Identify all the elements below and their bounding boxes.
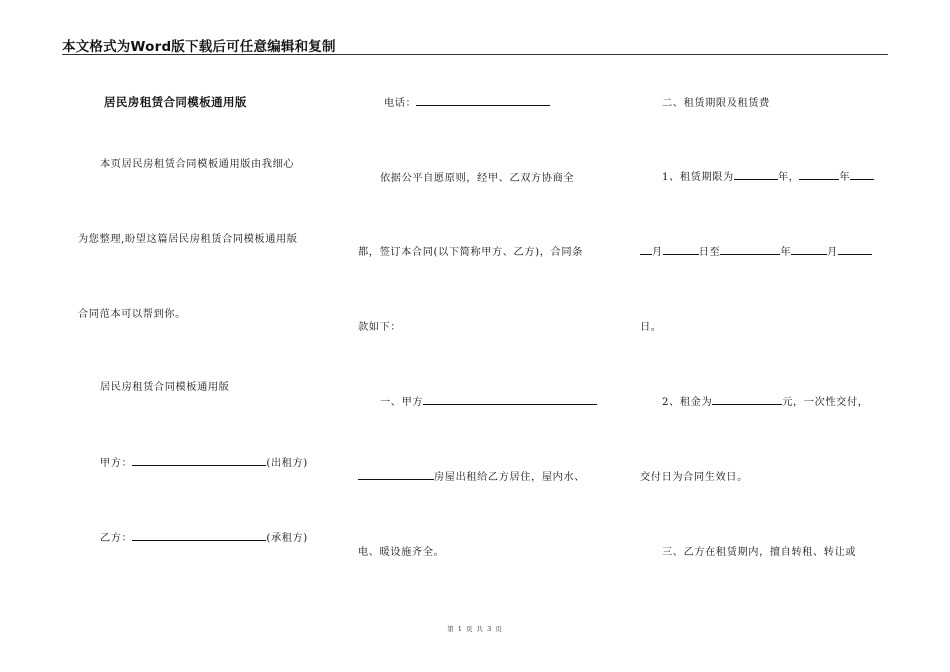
- term-year1-blank: [734, 170, 778, 180]
- party-b-blank: [132, 531, 266, 541]
- property-blank: [358, 470, 434, 480]
- term-year3-blank: [720, 245, 780, 255]
- clause-1-line: [380, 393, 597, 408]
- party-a-blank: [132, 456, 266, 466]
- clause-1-blank: [423, 395, 597, 405]
- party-b-line: [100, 529, 308, 544]
- term-line-1: [662, 168, 874, 183]
- term-year2-blank: [799, 170, 839, 180]
- column-1: [78, 0, 328, 672]
- rent-end: 元，一次性交付，: [782, 397, 869, 408]
- rent-start: 2、租金为: [662, 397, 713, 408]
- term-day1: 日至: [698, 247, 721, 258]
- term-month2: 月: [827, 247, 838, 258]
- page-number: 第 1 页 共 3 页: [447, 625, 503, 633]
- rent-pay-line: 交付日为合同生效日。: [640, 472, 748, 483]
- term-line-2: [640, 243, 872, 258]
- rent-line: [662, 393, 869, 408]
- paragraph-line-3: 款如下：: [358, 322, 402, 333]
- term-end: 日。: [640, 322, 662, 333]
- clause-1-label: 一、甲方: [380, 397, 424, 408]
- document-title: 居民房租赁合同模板通用版: [104, 95, 247, 109]
- intro-line-1: 本页居民房租赁合同模板通用版由我细心: [100, 159, 295, 170]
- term-tail-blank: [850, 170, 874, 180]
- term-day1-blank: [663, 245, 699, 255]
- party-a-label: 甲方：: [100, 458, 133, 469]
- paragraph-line-2: 都，签订本合同(以下简称甲方、乙方)，合同条: [358, 247, 583, 258]
- column-2: [358, 0, 608, 672]
- term-year3: 年: [780, 247, 792, 258]
- intro-line-2: 为您整理,盼望这篇居民房租赁合同模板通用版: [78, 234, 298, 245]
- clause-1-text: 房屋出租给乙方居住，屋内水、: [434, 472, 586, 483]
- section-3-line: 三、乙方在租赁期内，擅自转租、转让或: [662, 547, 857, 558]
- term-year2: 年: [839, 172, 851, 183]
- term-start: 1、租赁期限为: [662, 172, 734, 183]
- party-b-label: 乙方：: [100, 533, 133, 544]
- term-year1: 年，: [777, 172, 800, 183]
- clause-1-end: 电、暖设施齐全。: [358, 547, 445, 558]
- intro-line-3: 合同范本可以帮到你。: [78, 309, 186, 320]
- party-a-line: [100, 454, 308, 469]
- term-month1: 月: [652, 247, 663, 258]
- header-title: 本文格式为Word版下载后可任意编辑和复制: [62, 39, 336, 55]
- term-month2-blank: [791, 245, 827, 255]
- party-b-role: (承租方): [266, 533, 308, 544]
- phone-blank: [416, 96, 550, 106]
- term-month-lead-blank: [640, 245, 652, 255]
- subtitle: 居民房租赁合同模板通用版: [100, 382, 230, 393]
- phone-label: 电话：: [384, 98, 417, 109]
- term-day2-blank: [838, 245, 872, 255]
- column-3: [640, 0, 890, 672]
- rent-amount-blank: [712, 395, 782, 405]
- paragraph-line-1: 依据公平自愿原则，经甲、乙双方协商全: [380, 173, 575, 184]
- section-2-heading: 二、租赁期限及租赁费: [662, 98, 770, 109]
- party-a-role: (出租方): [266, 458, 308, 469]
- phone-line: [384, 94, 550, 109]
- clause-1-text-line: [358, 468, 585, 483]
